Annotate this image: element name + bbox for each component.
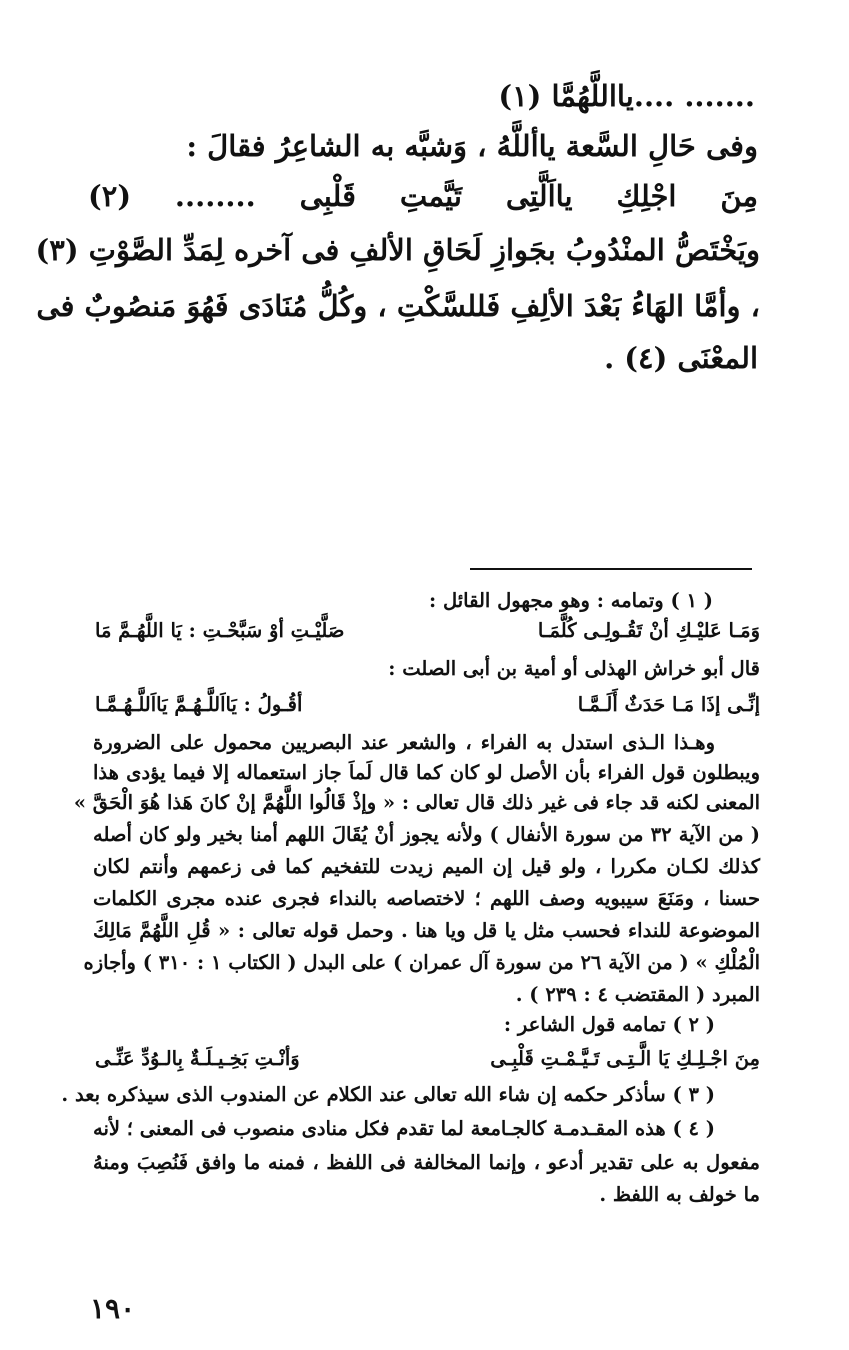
main-line-1: ....... ....يااللَّهُمَّا (١) [498,79,755,113]
footnote-1-line-3: وهـذا الـذى استدل به الفراء ، والشعر عند البصريين محمول على الضرورة [93,731,715,754]
main-line-5: ، وأمَّا الهَاءُ بَعْدَ الألِفِ فَللسَّكْتِ ، وكُلُّ مُنَادَى فَهُوَ مَنصُوبٌ فى [36,289,760,323]
footnote-1-line-6: ( من الآية ٣٢ من سورة الأنفال ) ولأنه يجوز أنْ يُقَالَ اللهم أمنا بخير ولو كان أصله [93,823,760,846]
footnote-1-verse-1 [95,616,760,646]
footnote-1-line-11: المبرد ( المقتضب ٤ : ٢٣٩ ) . [515,983,760,1006]
footnote-separator [470,568,752,570]
footnote-3: ( ٣ ) سأذكر حكمه إن شاء الله تعالى عند الكلام عن المندوب الذى سيذكره بعد . [61,1083,715,1106]
footnote-2-heading: ( ٢ ) تمامه قول الشاعر : [503,1013,715,1036]
footnote-1-line-9: الموضوعة للنداء فحسب مثل يا قل ويا هنا . وحمل قوله تعالى : « قُلِ اللَّهُمَّ مَالِكَ [93,919,760,942]
verse-hemistich-first: مِنَ اجْـلِـكِ يَا الَّـتِـى تَـيَّـمْـتِ قَلْبِـى [490,1047,760,1070]
verse-hemistich-second: وَأنْـتِ بَخِـيـلَـةٌ بِالـوُدِّ عَنِّـى [95,1047,300,1070]
footnote-1-line-7: كذلك لكـان مكررا ، ولو قيل إن الميم زيدت للتفخيم كما فى زعمهم وأنتم لكان [93,855,760,878]
footnote-1-heading: ( ١ ) وتمامه : وهو مجهول القائل : [429,589,713,612]
footnote-1-verse-2 [95,690,760,720]
footnote-1-line-5: المعنى لكنه قد جاء فى غير ذلك قال تعالى : « وإذْ قَالُوا اللَّهُمَّ إنْ كانَ هَذا هُوَ الْحَقَّ » [73,791,760,814]
page-number: ١٩٠ [90,1292,136,1325]
verse-hemistich-first: إنِّـى إذَا مَـا حَدَثٌ أَلَـمَّـا [577,693,760,716]
main-line-4: ويَخْتَصُّ المنْدُوبُ بجَوازِ لَحَاقِ الألفِ فى آخره لِمَدِّ الصَّوْتِ (٣) [35,233,760,267]
verse-hemistich-first: وَمَـا عَليْـكِ أنْ تَقُـولِـى كُلَّمَـا [537,619,760,642]
main-line-3: مِنَ اجْلِكِ يااَلَّتِى تَيَّمتِ قَلْبِى ........ (٢) [88,179,758,213]
verse-hemistich-second: أقُـولُ : يَااَللَّـهُـمَّ يَااَللَّـهُـمَّـا [95,693,303,716]
footnote-4-line-3: ما خولف به اللفظ . [599,1183,760,1206]
footnote-1-line-4: ويبطلون قول الفراء بأن الأصل لو كان كما قال لَماَ جاز استعماله إلا فيما يؤدى هذا [93,761,760,784]
footnote-1-line-10: الْمُلْكِ » ( من الآية ٢٦ من سورة آل عمران ) على البدل ( الكتاب ١ : ٣١٠ ) وأجازه [83,951,760,974]
footnote-1-line-8: حسنا ، ومَنَعَ سيبويه وصف اللهم ؛ لاختصاصه بالنداء فجرى عنده مجرى الكلمات [93,887,760,910]
footnote-1-attribution: قال أبو خراش الهذلى أو أمية بن أبى الصلت : [388,657,760,680]
verse-hemistich-second: صَلَّيْـتِ أوْ سَبَّحْـتِ : يَا اللَّهُـمَّ مَا [95,619,345,642]
footnote-2-verse [95,1044,760,1074]
footnote-4-line-2: مفعول به على تقدير أدعو ، وإنما المخالفة فى اللفظ ، فمنه ما وافق فَنُصِبَ ومنهُ [93,1151,760,1174]
main-line-6: المعْنَى (٤) . [604,341,758,375]
main-line-2: وفى حَالِ السَّعة ياأللَّهُ ، وَشبَّه به الشاعِرُ فقالَ : [186,129,758,163]
footnote-4-line-1: ( ٤ ) هذه المقـدمـة كالجـامعة لما تقدم فكل منادى منصوب فى المعنى ؛ لأنه [93,1117,716,1140]
